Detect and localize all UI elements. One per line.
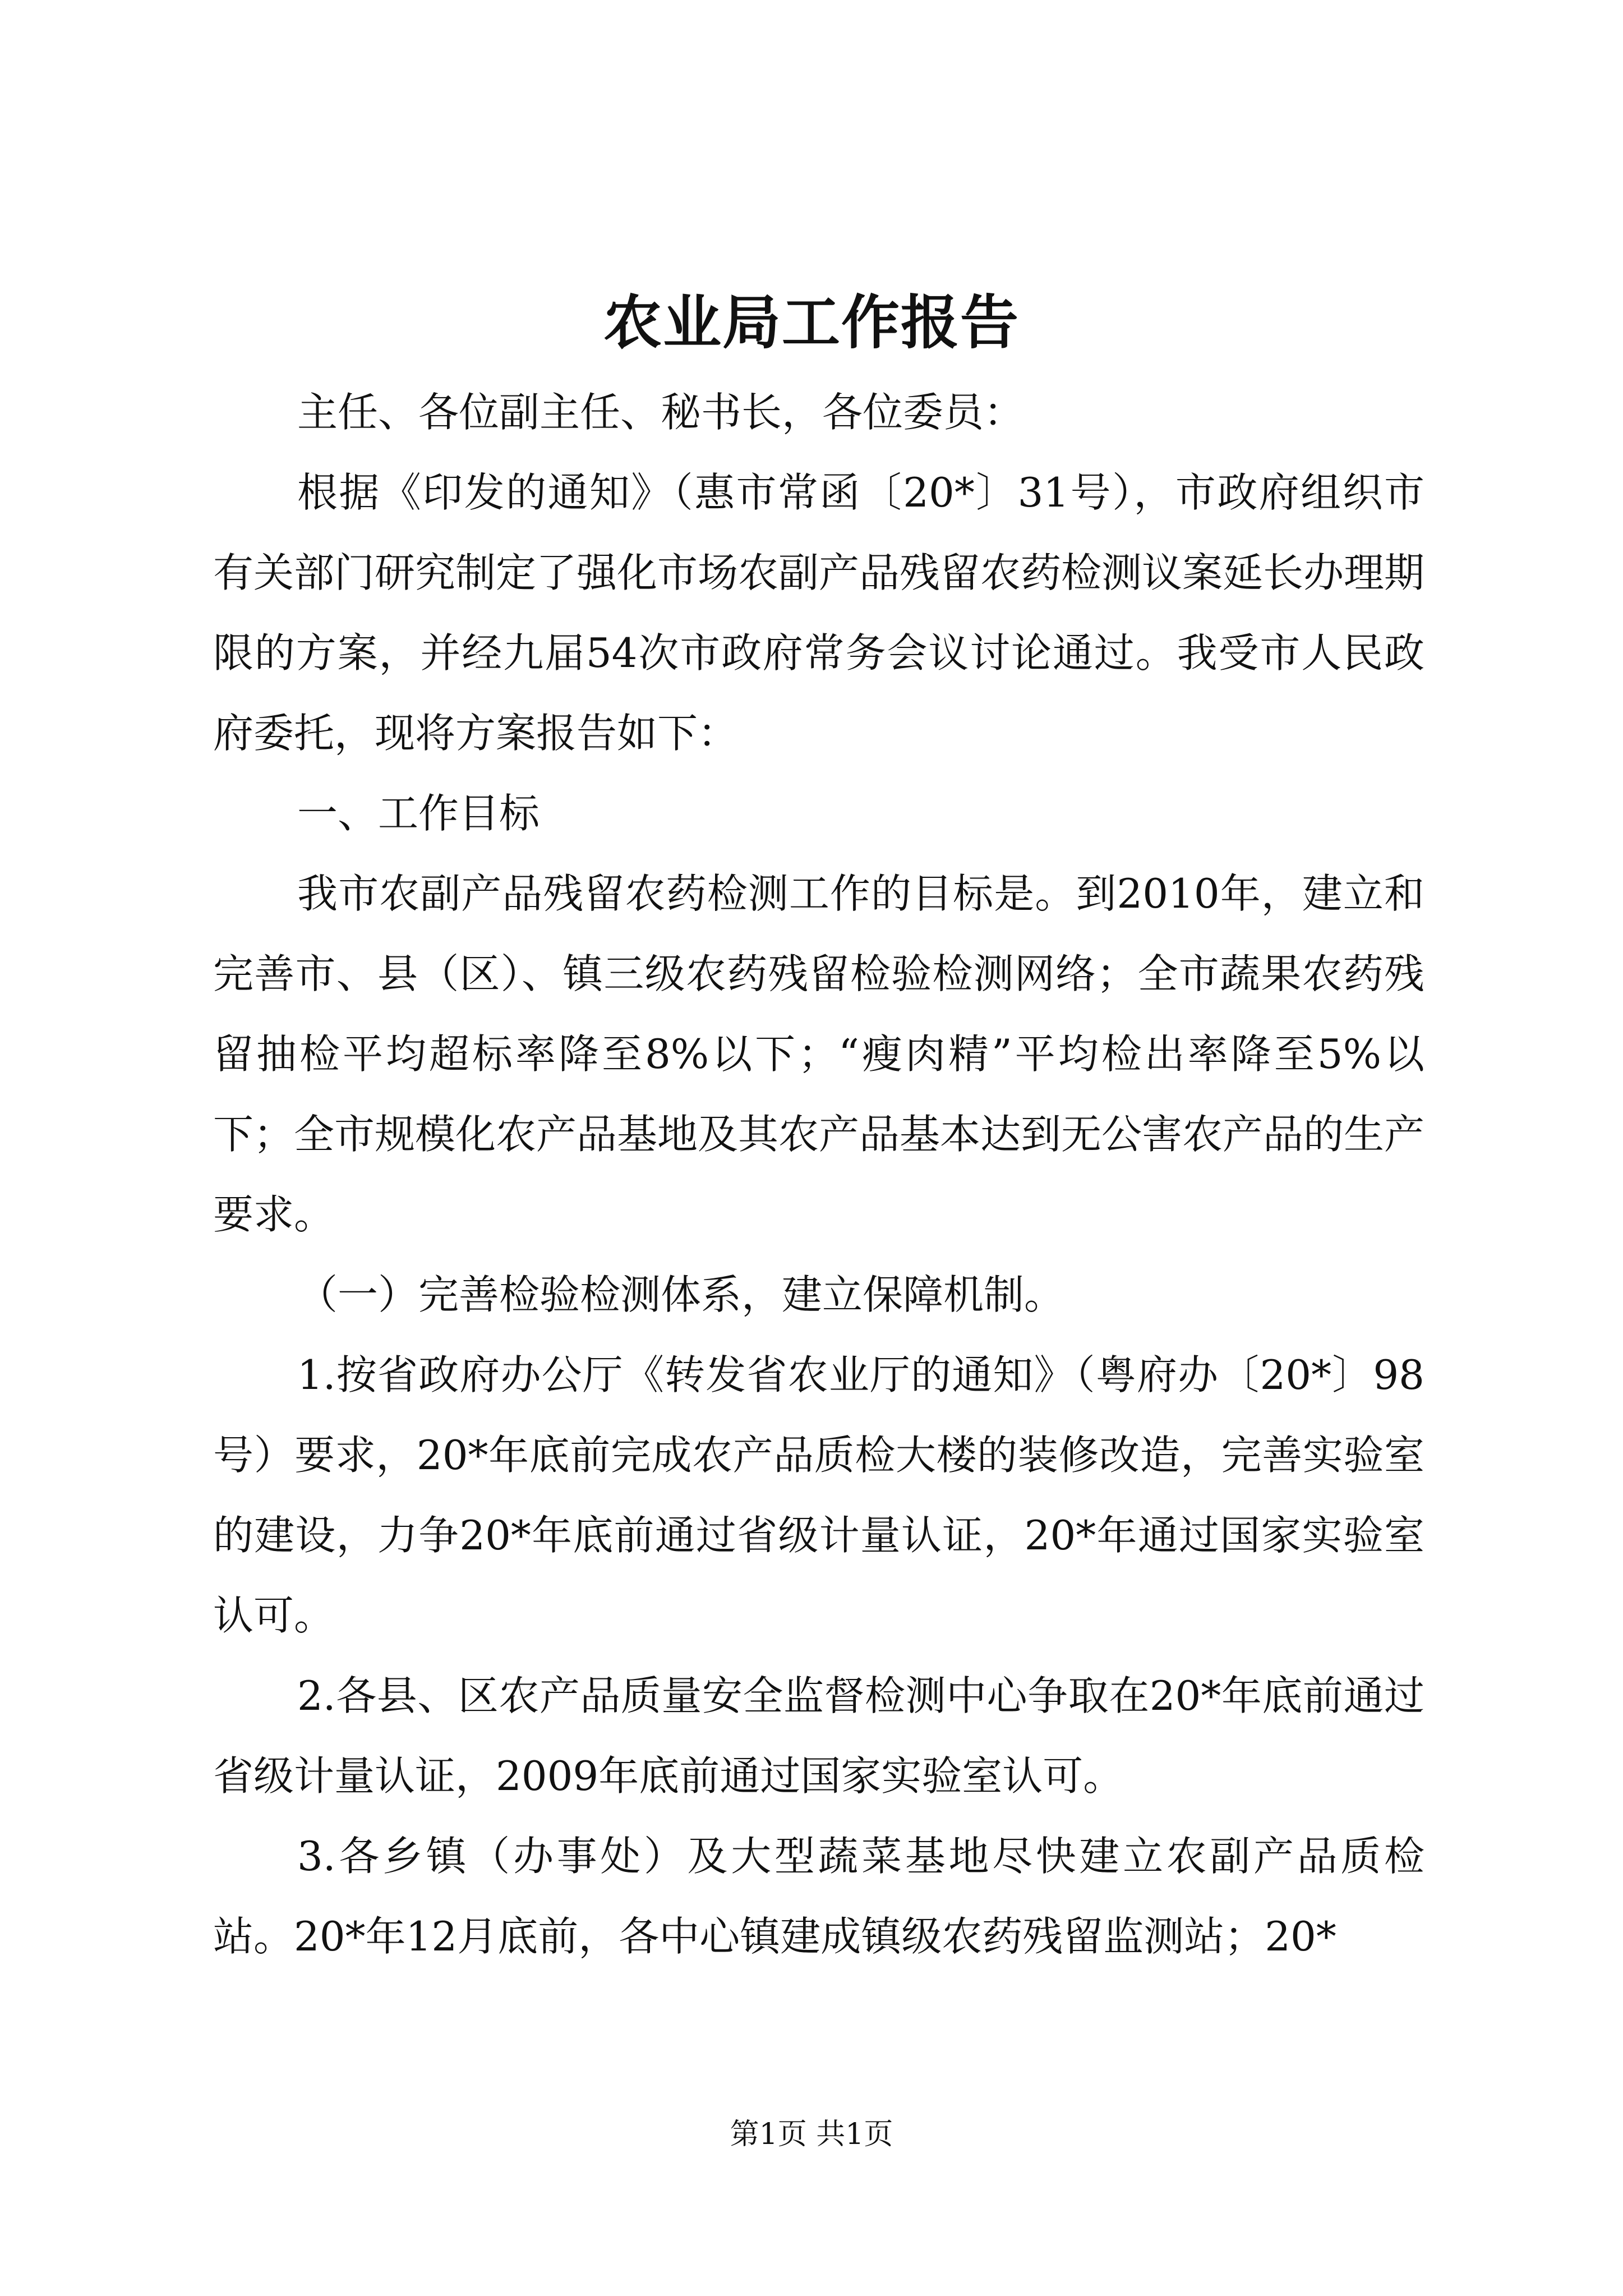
item-paragraph-3: 3.各乡镇（办事处）及大型蔬菜基地尽快建立农副产品质检站。20*年12月底前，各中心镇建成镇级农药残留监测站；20* <box>213 1833 1424 1960</box>
document-title: 农业局工作报告 <box>603 288 1020 357</box>
intro-paragraph: 根据《印发的通知》（惠市常函〔20*〕31号），市政府组织市有关部门研究制定了强化市场农副产品残留农药检测议案延长办理期限的方案，并经九届54次市政府常务会议讨论通过。我受市人民政府委托，现将方案报告如下： <box>213 469 1425 757</box>
salutation-paragraph: 主任、各位副主任、秘书长，各位委员： <box>297 389 1025 436</box>
document-body <box>213 372 1424 1977</box>
subsection-heading-1: （一）完善检验检测体系，建立保障机制。 <box>297 1271 1065 1318</box>
item-paragraph-2: 2.各县、区农产品质量安全监督检测中心争取在20*年底前通过省级计量认证，2009年底前通过国家实验室认可。 <box>213 1672 1424 1800</box>
item-paragraph-1: 1.按省政府办公厅《转发省农业厅的通知》（粤府办〔20*〕98号）要求，20*年底前完成农产品质检大楼的装修改造，完善实验室的建设，力争20*年底前通过省级计量认证，20*年通过国家实验室认可。 <box>213 1351 1424 1639</box>
goals-paragraph: 我市农副产品残留农药检测工作的目标是。到2010年，建立和完善市、县（区）、镇三级农药残留检验检测网络；全市蔬果农药残留抽检平均超标率降至8%以下；“瘦肉精”平均检出率降至5%以下；全市规模化农产品基地及其农产品基本达到无公害农产品的生产要求。 <box>213 870 1425 1238</box>
section-heading-goals: 一、工作目标 <box>297 790 540 837</box>
page-footer: 第1页 共1页 <box>730 2118 893 2151</box>
